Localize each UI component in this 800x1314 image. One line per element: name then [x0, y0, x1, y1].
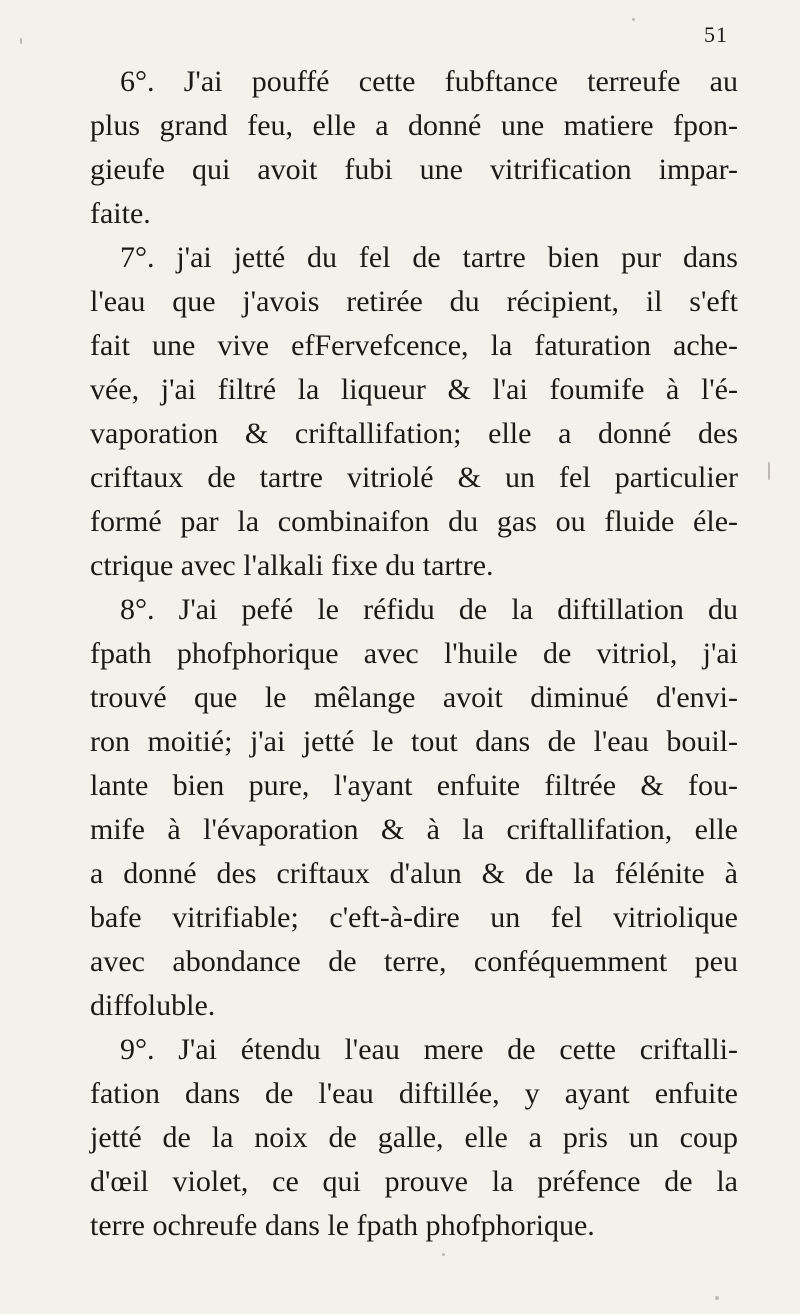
paper-speck	[768, 462, 770, 480]
text-line: 8°. J'ai pefé le réfidu de la diftillation du	[120, 593, 738, 626]
text-line: formé par la combinaifon du gas ou fluide éle-	[90, 505, 738, 538]
text-line: lante bien pure, l'ayant enfuite filtrée & fou-	[90, 769, 738, 802]
text-line: criftaux de tartre vitriolé & un fel particulier	[90, 461, 738, 494]
text-line: 7°. j'ai jetté du fel de tartre bien pur dans	[120, 241, 738, 274]
text-line: fation dans de l'eau diftillée, y ayant enfuite	[90, 1077, 738, 1110]
text-line: vée, j'ai filtré la liqueur & l'ai foumife à l'é-	[90, 373, 738, 406]
text-line: 6°. J'ai pouffé cette fubftance terreufe au	[120, 65, 738, 98]
text-line: avec abondance de terre, conféquemment peu	[90, 945, 738, 978]
text-line: diffoluble.	[90, 989, 216, 1022]
paper-speck	[715, 1296, 719, 1300]
text-line: gieufe qui avoit fubi une vitrification impar-	[90, 153, 738, 186]
text-line: l'eau que j'avois retirée du récipient, il s'eft	[90, 285, 738, 318]
text-line: jetté de la noix de galle, elle a pris un coup	[90, 1121, 738, 1154]
text-line: faite.	[90, 197, 151, 230]
text-line: mife à l'évaporation & à la criftallifation, elle	[90, 813, 738, 846]
paper-speck	[20, 38, 22, 44]
text-line: plus grand feu, elle a donné une matiere fpon-	[90, 109, 738, 142]
text-line: ron moitié; j'ai jetté le tout dans de l'eau bouil-	[90, 725, 738, 758]
body-text	[90, 60, 738, 1248]
text-line: fpath phofphorique avec l'huile de vitriol, j'ai	[90, 637, 738, 670]
text-line: 9°. J'ai étendu l'eau mere de cette criftalli-	[120, 1033, 738, 1066]
text-line: terre ochreufe dans le fpath phofphorique.	[90, 1209, 595, 1242]
text-line: fait une vive efFervefcence, la faturation ache-	[90, 329, 738, 362]
paper-speck	[442, 1253, 445, 1256]
paper-speck	[632, 18, 635, 21]
text-line: a donné des criftaux d'alun & de la félénite à	[90, 857, 738, 890]
text-line: vaporation & criftallifation; elle a donné des	[90, 417, 738, 450]
text-line: ctrique avec l'alkali fixe du tartre.	[90, 549, 494, 582]
page-number: 51	[704, 22, 728, 47]
text-line: d'œil violet, ce qui prouve la préfence de la	[90, 1165, 738, 1198]
text-line: trouvé que le mêlange avoit diminué d'envi-	[90, 681, 738, 714]
text-line: bafe vitrifiable; c'eft-à-dire un fel vitriolique	[90, 901, 738, 934]
